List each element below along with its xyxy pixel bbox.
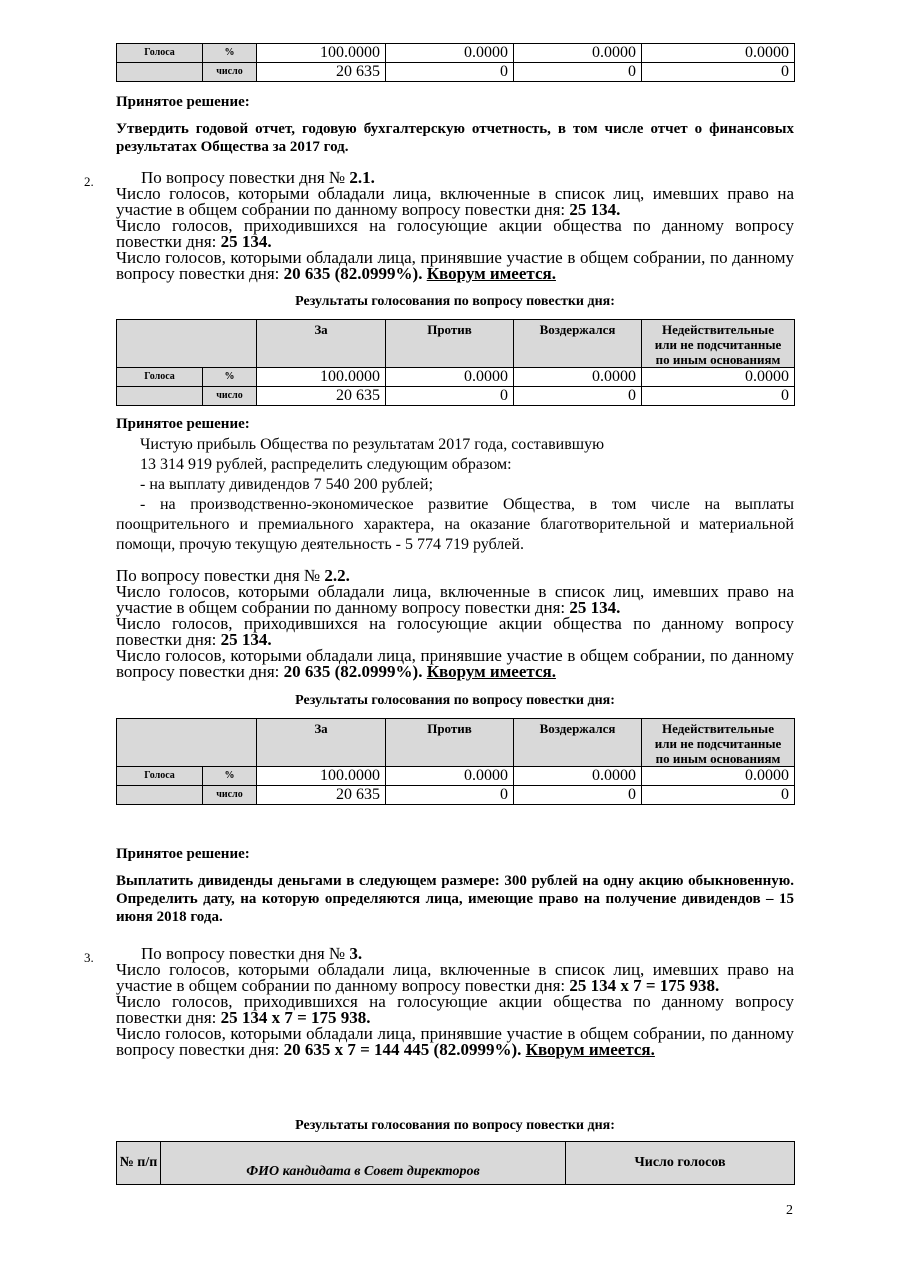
item-2-line-3: Число голосов, которыми обладали лица, принявшие участие в общем собрании, по данному вопросу повестки дня: 20 635 (82.0999%). Кворум имеется. (116, 248, 794, 283)
cell-against-count: 0 (386, 387, 514, 406)
decision-3-text: Выплатить дивиденды деньгами в следующем размере: 300 рублей на одну акцию обыкновенную. Определить дату, на которую определяются лица, имеющие право на получение дивидендов – 15 июня 2018 года. (116, 873, 794, 925)
col-invalid: Недействительные или не подсчитанные по иным основаниям (642, 719, 795, 767)
votes-label: Голоса (117, 368, 203, 387)
decision-3-label: Принятое решение: (116, 846, 250, 862)
col-against: Против (386, 320, 514, 368)
cell-invalid-count: 0 (642, 63, 795, 82)
percent-label: % (203, 44, 257, 63)
item-3-block (116, 946, 794, 1058)
col-abstain: Воздержался (514, 320, 642, 368)
results-title-1: Результаты голосования по вопросу повестки дня: (295, 294, 615, 309)
results-title-3: Результаты голосования по вопросу повестки дня: (295, 1118, 615, 1133)
cell-against-percent: 0.0000 (386, 44, 514, 63)
item-2-heading: По вопросу повестки дня № 2.1. (141, 168, 375, 187)
cell-abstain-count: 0 (514, 63, 642, 82)
cell-for-percent: 100.0000 (257, 44, 386, 63)
cell-for-percent: 100.0000 (257, 767, 386, 786)
decision-2-para-4: - на производственно-экономическое развитие Общества, в том числе на выплаты поощрительного и премиального характера, на оказание благотворительной и материальной помощи, прочую текущую деятельность - 5 774 719 рублей. (116, 496, 794, 553)
col-candidate-name: ФИО кандидата в Совет директоров (161, 1142, 566, 1185)
count-label: число (203, 786, 257, 805)
decision-2-para-3: - на выплату дивидендов 7 540 200 рублей; (140, 476, 434, 493)
decision-2-text (116, 435, 794, 555)
item-3-heading: По вопросу повестки дня № 3. (141, 944, 363, 963)
cell-for-count: 20 635 (257, 786, 386, 805)
item-2-line-2: Число голосов, приходившихся на голосующие акции общества по данному вопросу повестки дня: 25 134. (116, 216, 794, 251)
col-votes: Число голосов (566, 1142, 795, 1185)
item-22-line-3: Число голосов, которыми обладали лица, принявшие участие в общем собрании, по данному вопросу повестки дня: 20 635 (82.0999%). Кворум имеется. (116, 646, 794, 681)
cell-for-percent: 100.0000 (257, 368, 386, 387)
cell-against-count: 0 (386, 786, 514, 805)
cell-abstain-percent: 0.0000 (514, 44, 642, 63)
col-for: За (257, 719, 386, 767)
percent-label: % (203, 368, 257, 387)
cell-invalid-percent: 0.0000 (642, 368, 795, 387)
decision-2-label: Принятое решение: (116, 416, 250, 432)
cell-invalid-percent: 0.0000 (642, 44, 795, 63)
cell-abstain-percent: 0.0000 (514, 767, 642, 786)
vote-table-1 (116, 43, 794, 82)
item-3-line-2: Число голосов, приходившихся на голосующие акции общества по данному вопросу повестки дня: 25 134 x 7 = 175 938. (116, 992, 794, 1027)
col-num: № п/п (117, 1142, 161, 1185)
item-2-number: 2. (84, 174, 94, 189)
page-number: 2 (786, 1203, 793, 1218)
decision-2-para-1: Чистую прибыль Общества по результатам 2017 года, составившую (140, 436, 605, 453)
item-22-block (116, 568, 794, 680)
cell-for-count: 20 635 (257, 63, 386, 82)
decision-1-text: Утвердить годовой отчет, годовую бухгалтерскую отчетность, в том числе отчет о финансовых результатах Общества за 2017 год. (116, 121, 794, 155)
vote-table-3 (116, 718, 794, 805)
cell-abstain-percent: 0.0000 (514, 368, 642, 387)
decision-2-para-2: 13 314 919 рублей, распределить следующим образом: (140, 456, 512, 473)
decision-1-label: Принятое решение: (116, 94, 250, 110)
item-3-line-1: Число голосов, которыми обладали лица, включенные в список лиц, имевших право на участие в общем собрании по данному вопросу повестки дня: 25 134 x 7 = 175 938. (116, 960, 794, 995)
item-2-line-1: Число голосов, которыми обладали лица, включенные в список лиц, имевших право на участие в общем собрании по данному вопросу повестки дня: 25 134. (116, 184, 794, 219)
col-abstain: Воздержался (514, 719, 642, 767)
col-against: Против (386, 719, 514, 767)
cell-against-percent: 0.0000 (386, 767, 514, 786)
table-row (117, 387, 795, 406)
results-title-2: Результаты голосования по вопросу повестки дня: (295, 693, 615, 708)
item-3-number: 3. (84, 950, 94, 965)
col-invalid: Недействительные или не подсчитанные по иным основаниям (642, 320, 795, 368)
col-for: За (257, 320, 386, 368)
cell-against-count: 0 (386, 63, 514, 82)
table-row (117, 786, 795, 805)
item-22-line-2: Число голосов, приходившихся на голосующие акции общества по данному вопросу повестки дня: 25 134. (116, 614, 794, 649)
votes-label: Голоса (117, 767, 203, 786)
table-row (117, 368, 795, 387)
candidates-table (116, 1141, 794, 1185)
cell-for-count: 20 635 (257, 387, 386, 406)
item-3-line-3: Число голосов, которыми обладали лица, принявшие участие в общем собрании, по данному вопросу повестки дня: 20 635 x 7 = 144 445 (82.0999%). Кворум имеется. (116, 1024, 794, 1059)
table-row (117, 44, 795, 63)
cell-invalid-count: 0 (642, 786, 795, 805)
vote-table-2 (116, 319, 794, 406)
cell-invalid-percent: 0.0000 (642, 767, 795, 786)
item-22-line-1: Число голосов, которыми обладали лица, включенные в список лиц, имевших право на участие в общем собрании по данному вопросу повестки дня: 25 134. (116, 582, 794, 617)
table-header-row (117, 719, 795, 767)
table-row (117, 767, 795, 786)
cell-abstain-count: 0 (514, 387, 642, 406)
item-22-heading: По вопросу повестки дня № 2.2. (116, 566, 350, 585)
table-header-row (117, 1142, 795, 1185)
table-row (117, 63, 795, 82)
item-2-block (116, 170, 794, 282)
count-label: число (203, 63, 257, 82)
votes-label: Голоса (117, 44, 203, 63)
percent-label: % (203, 767, 257, 786)
cell-invalid-count: 0 (642, 387, 795, 406)
cell-abstain-count: 0 (514, 786, 642, 805)
count-label: число (203, 387, 257, 406)
table-header-row (117, 320, 795, 368)
cell-against-percent: 0.0000 (386, 368, 514, 387)
